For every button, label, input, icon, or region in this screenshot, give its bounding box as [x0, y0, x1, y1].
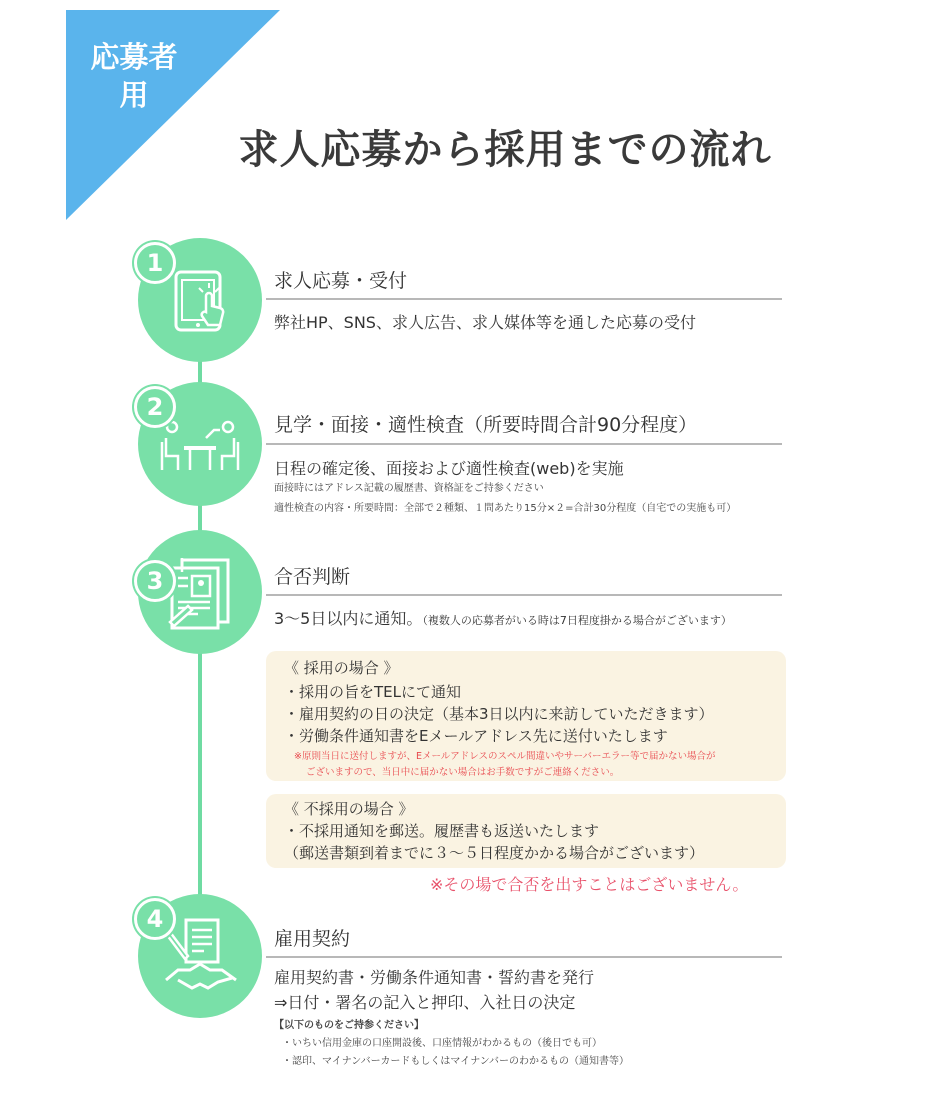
step-3-title: 合否判断 — [274, 566, 351, 588]
step-1-title: 求人応募・受付 — [274, 270, 408, 292]
rejected-item-2: （郵送書類到着までに３～５日程度かかる場合がございます） — [284, 844, 705, 862]
step-3-text — [274, 606, 732, 629]
step-4-text-2: ⇒日付・署名の記入と押印、入社日の決定 — [274, 993, 576, 1012]
step-4-text-1: 雇用契約書・労働条件通知書・誓約書を発行 — [274, 968, 595, 987]
step-2-note-2: 適性検査の内容・所要時間：全部で２種類、１問あたり15分×２=合計30分程度（自宅での実施も可） — [274, 503, 737, 514]
step-4-note-1: 【以下のものをご持参ください】 — [274, 1020, 424, 1031]
step-3-text-note: （複数人の応募者がいる時は7日程度掛かる場合がございます） — [422, 614, 732, 627]
step-2-text: 日程の確定後、面接および適性検査(web)を実施 — [274, 459, 624, 478]
interview-icon — [158, 418, 242, 474]
step-2-note-1: 面接時にはアドレス記載の履歴書、資格証をご持参ください — [274, 483, 544, 494]
hired-item-3: ・労働条件通知書をEメールアドレス先に送付いたします — [284, 727, 668, 745]
step-1-text: 弊社HP、SNS、求人広告、求人媒体等を通した応募の受付 — [274, 313, 696, 332]
hired-warning-2: ございますので、当日中に届かない場合はお手数ですがご連絡ください。 — [306, 767, 620, 778]
hired-box — [266, 651, 786, 781]
step-2-rule — [266, 443, 782, 445]
step-2-title: 見学・面接・適性検査（所要時間合計90分程度） — [274, 414, 698, 436]
step-1-rule — [266, 298, 782, 300]
hired-heading: 《 採用の場合 》 — [284, 659, 399, 677]
step-4-rule — [266, 956, 782, 958]
hired-item-2: ・雇用契約の日の決定（基本3日以内に来訪していただきます） — [284, 705, 714, 723]
decision-note: ※その場で合否を出すことはございません。 — [430, 875, 749, 894]
step-4-number: 4 — [134, 898, 176, 940]
step-3-text-main: 3～5日以内に通知。 — [274, 609, 423, 628]
step-3-rule — [266, 594, 782, 596]
hired-item-1: ・採用の旨をTELにて通知 — [284, 683, 461, 701]
page-title: 求人応募から採用までの流れ — [238, 127, 772, 173]
step-3-number: 3 — [134, 560, 176, 602]
rejected-box — [266, 794, 786, 868]
step-4-note-3: ・認印、マイナンバーカードもしくはマイナンバーのわかるもの（通知書等） — [282, 1056, 629, 1067]
step-4-note-2: ・いちい信用金庫の口座開設後、口座情報がわかるもの（後日でも可） — [282, 1038, 602, 1049]
document-review-icon — [166, 556, 236, 632]
tablet-tap-icon — [170, 268, 232, 334]
step-2-number: 2 — [134, 386, 176, 428]
rejected-heading: 《 不採用の場合 》 — [284, 800, 414, 818]
hired-warning-1: ※原則当日に送付しますが、Eメールアドレスのスペル間違いやサーバーエラー等で届かない場合が — [294, 751, 716, 762]
step-4-title: 雇用契約 — [274, 928, 351, 950]
contract-handshake-icon — [164, 916, 238, 998]
corner-label: 応募者用 — [90, 40, 178, 112]
step-1-number: 1 — [134, 242, 176, 284]
rejected-item-1: ・不採用通知を郵送。履歴書も返送いたします — [284, 822, 600, 840]
